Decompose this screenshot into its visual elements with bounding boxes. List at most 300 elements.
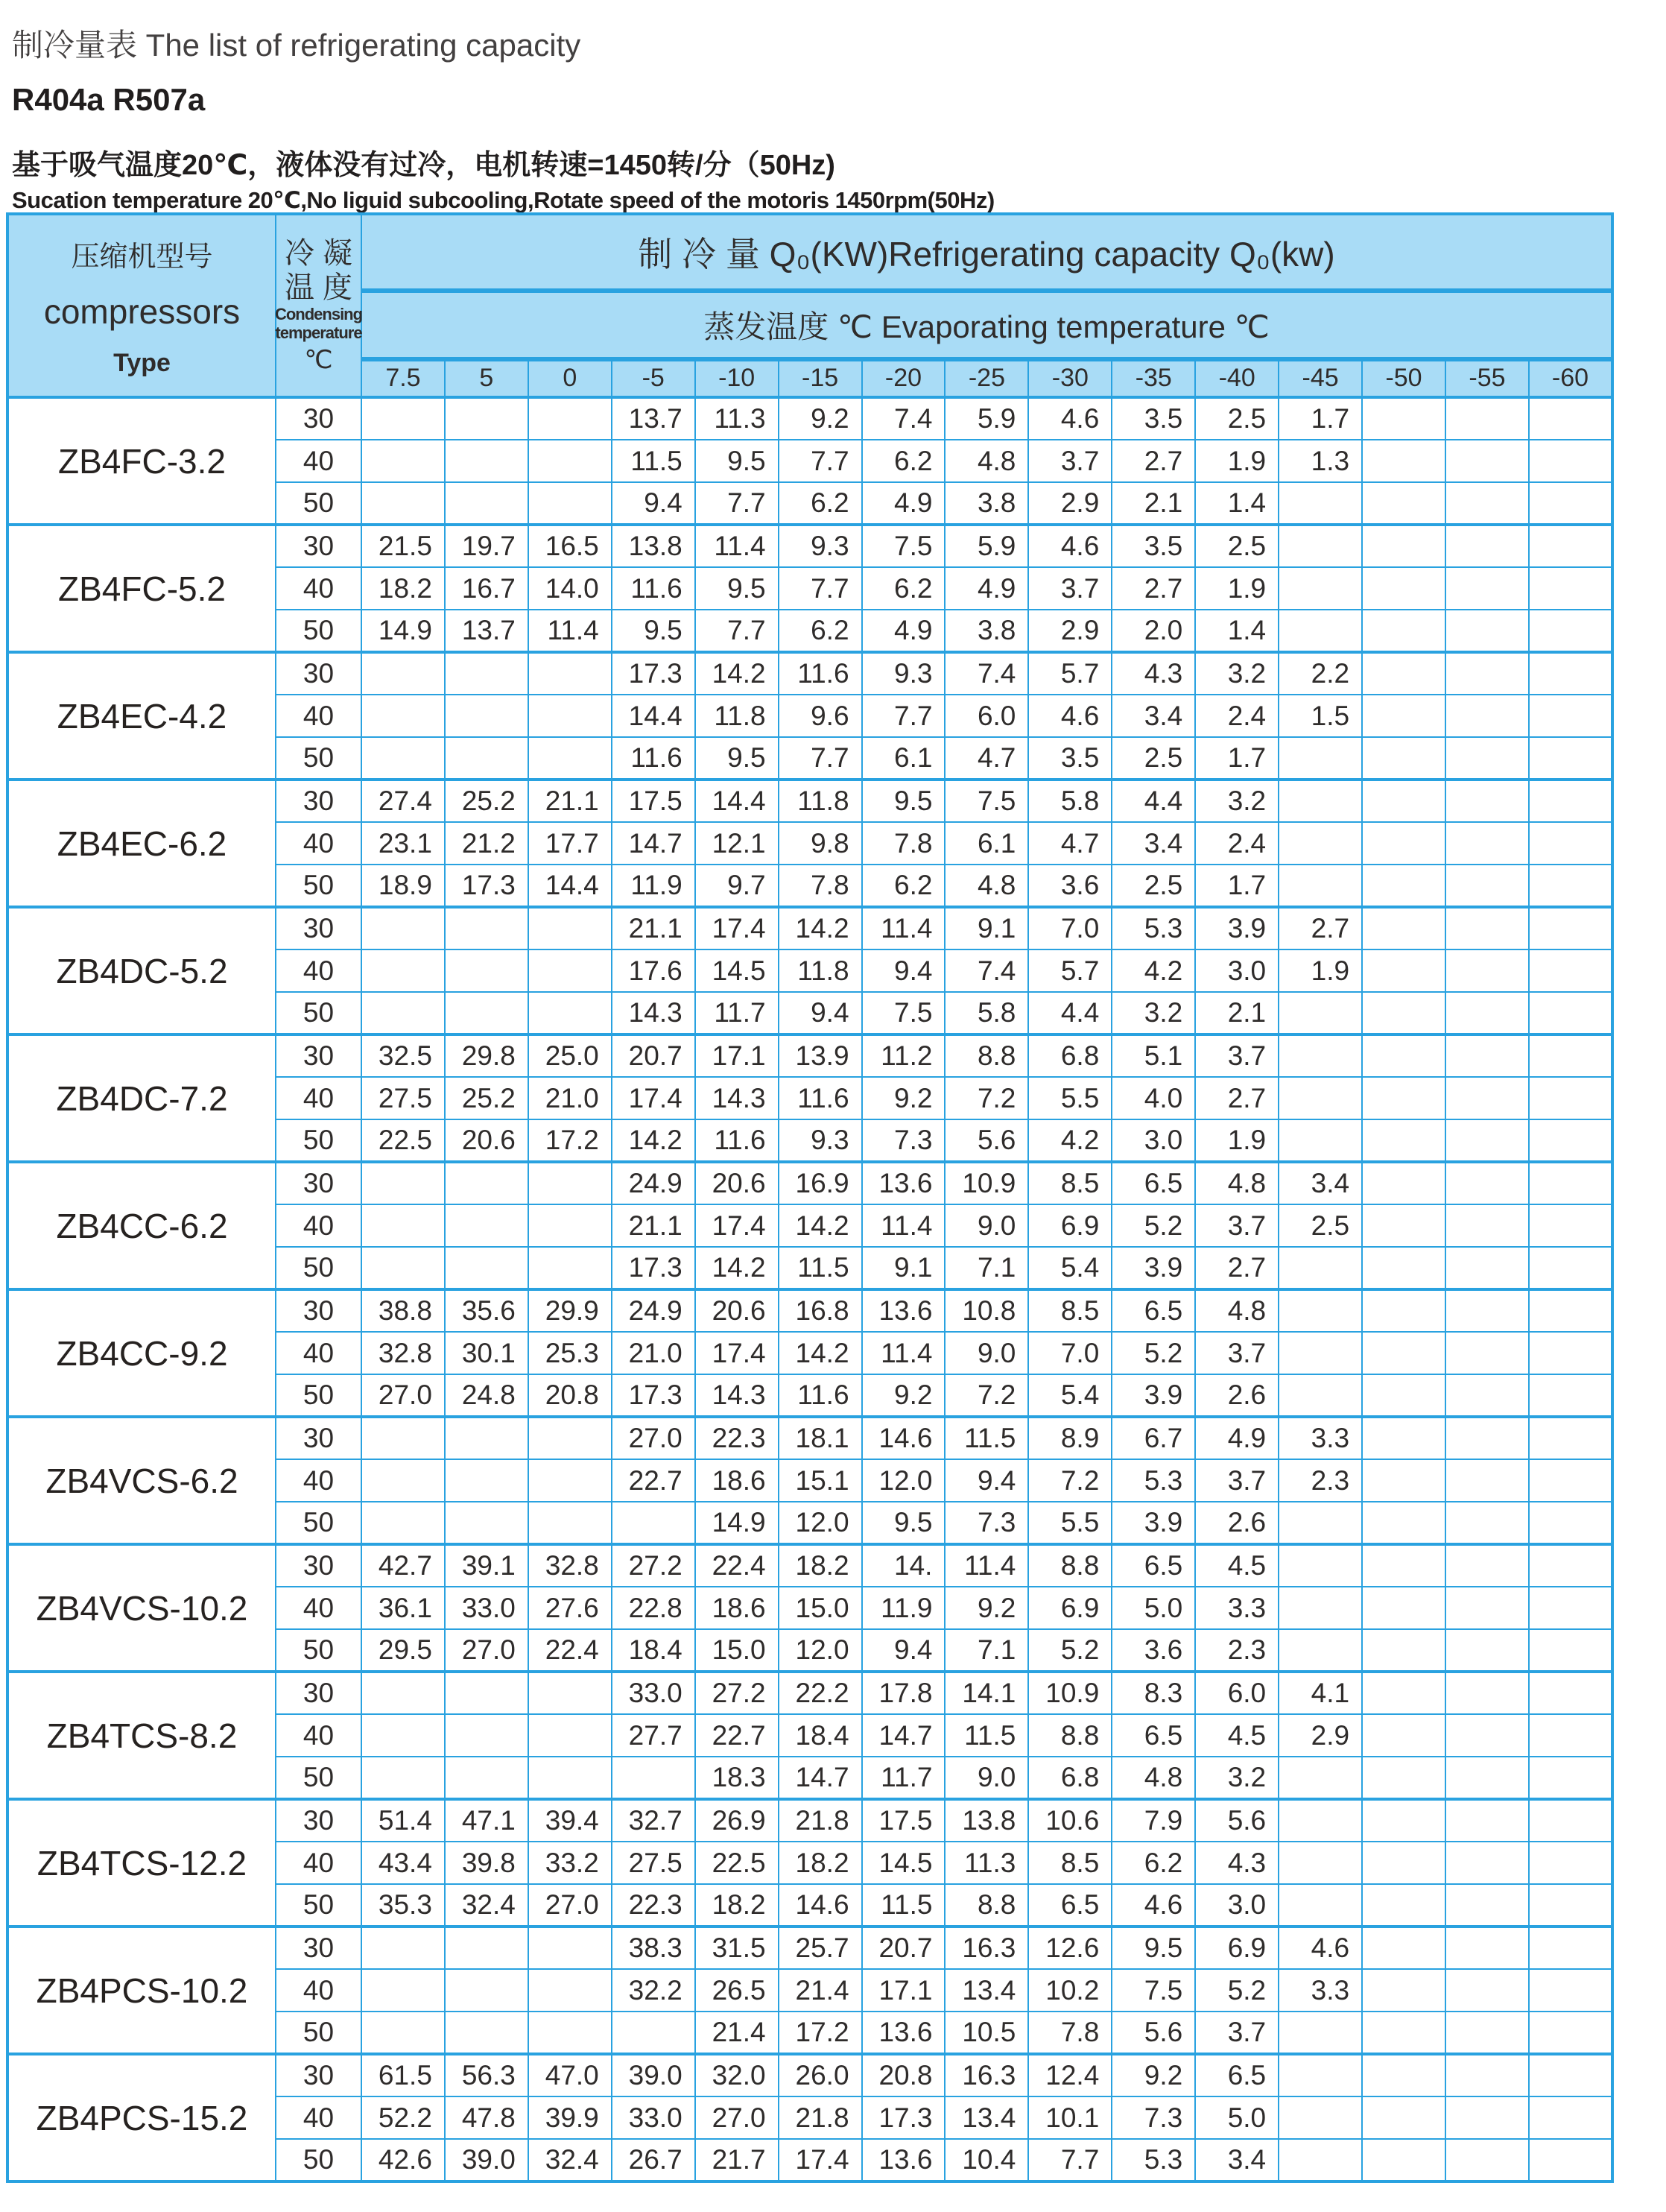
capacity-value-cell: 1.9 [1279,949,1362,992]
capacity-empty-cell [1362,695,1445,737]
capacity-empty-cell [445,482,528,525]
evap-temp-tick--5: -5 [612,359,695,397]
capacity-empty-cell [1529,1969,1612,2012]
model-group-ZB4TCS-8.2 [7,1672,1612,1799]
capacity-empty-cell [1279,865,1362,907]
capacity-value-cell: 20.7 [612,1034,695,1077]
capacity-value-cell: 5.0 [1195,2096,1279,2139]
capacity-row [7,1544,1612,1587]
capacity-empty-cell [1529,1374,1612,1417]
capacity-row [7,1162,1612,1204]
capacity-value-cell: 11.4 [528,610,612,652]
capacity-empty-cell [1445,1927,1529,1969]
capacity-value-cell: 11.4 [862,1204,946,1247]
capacity-empty-cell [1445,992,1529,1034]
refrigerating-capacity-table [6,212,1614,2183]
capacity-empty-cell [445,1927,528,1969]
capacity-value-cell: 11.5 [862,1884,946,1927]
capacity-empty-cell [1362,1799,1445,1842]
evap-temp-tick--50: -50 [1362,359,1445,397]
capacity-empty-cell [1362,2012,1445,2054]
capacity-empty-cell [1279,1034,1362,1077]
capacity-row [7,397,1612,440]
condensing-temp-cell: 30 [276,1289,361,1332]
capacity-empty-cell [1529,1927,1612,1969]
capacity-empty-cell [1362,567,1445,610]
capacity-value-cell: 2.6 [1195,1374,1279,1417]
capacity-empty-cell [1362,1969,1445,2012]
capacity-empty-cell [1279,1544,1362,1587]
capacity-value-cell: 24.9 [612,1162,695,1204]
capacity-value-cell: 3.6 [1112,1629,1195,1672]
capacity-value-cell: 18.3 [695,1757,779,1799]
capacity-empty-cell [528,1927,612,1969]
capacity-empty-cell [1529,1672,1612,1714]
capacity-empty-cell [1362,1629,1445,1672]
capacity-value-cell: 39.4 [528,1799,612,1842]
capacity-value-cell: 26.0 [779,2054,862,2096]
condensing-temp-header [276,214,361,397]
capacity-value-cell: 32.7 [612,1799,695,1842]
model-name: ZB4VCS-6.2 [7,1417,276,1544]
capacity-empty-cell [1362,907,1445,949]
condensing-temp-cell: 30 [276,2054,361,2096]
capacity-value-cell: 6.9 [1028,1204,1112,1247]
capacity-empty-cell [1445,1459,1529,1502]
capacity-empty-cell [445,1247,528,1289]
capacity-value-cell: 6.9 [1028,1587,1112,1629]
capacity-value-cell: 5.6 [945,1119,1028,1162]
capacity-row [7,1927,1612,1969]
capacity-empty-cell [361,1247,445,1289]
capacity-empty-cell [1362,2054,1445,2096]
capacity-empty-cell [1445,1544,1529,1587]
capacity-empty-cell [1279,1119,1362,1162]
compressor-type-header [7,214,276,397]
capacity-value-cell: 11.9 [612,865,695,907]
capacity-value-cell: 27.2 [695,1672,779,1714]
capacity-value-cell: 3.0 [1195,949,1279,992]
capacity-value-cell: 5.2 [1112,1332,1195,1374]
capacity-value-cell: 7.4 [945,652,1028,695]
capacity-value-cell: 13.4 [945,1969,1028,2012]
capacity-value-cell: 12.0 [779,1629,862,1672]
capacity-value-cell: 17.3 [612,1247,695,1289]
capacity-value-cell: 5.2 [1028,1629,1112,1672]
capacity-empty-cell [1362,780,1445,822]
capacity-empty-cell [1362,1034,1445,1077]
capacity-empty-cell [1279,2139,1362,2181]
capacity-value-cell: 1.7 [1195,865,1279,907]
capacity-value-cell: 18.2 [695,1884,779,1927]
capacity-value-cell: 5.1 [1112,1034,1195,1077]
capacity-value-cell: 8.5 [1028,1289,1112,1332]
capacity-value-cell: 1.9 [1195,440,1279,482]
model-group-ZB4CC-9.2 [7,1289,1612,1417]
capacity-value-cell: 4.6 [1028,397,1112,440]
capacity-value-cell: 4.0 [1112,1077,1195,1119]
capacity-empty-cell [528,397,612,440]
capacity-value-cell: 17.2 [528,1119,612,1162]
capacity-value-cell: 21.1 [528,780,612,822]
capacity-value-cell: 3.9 [1112,1374,1195,1417]
capacity-value-cell: 9.8 [779,822,862,865]
capacity-empty-cell [1362,737,1445,780]
capacity-value-cell: 3.9 [1195,907,1279,949]
capacity-value-cell: 2.0 [1112,610,1195,652]
capacity-value-cell: 19.7 [445,525,528,567]
capacity-value-cell: 39.1 [445,1544,528,1587]
capacity-empty-cell [1279,1757,1362,1799]
capacity-value-cell: 47.1 [445,1799,528,1842]
capacity-value-cell: 22.7 [695,1714,779,1757]
capacity-value-cell: 22.4 [528,1629,612,1672]
capacity-value-cell: 9.1 [862,1247,946,1289]
evap-temp-tick--15: -15 [779,359,862,397]
refrigerant-types: R404a R507a [12,82,206,117]
capacity-empty-cell [445,397,528,440]
evap-temp-tick-7.5: 7.5 [361,359,445,397]
capacity-value-cell: 8.8 [945,1884,1028,1927]
capacity-empty-cell [1529,440,1612,482]
capacity-value-cell: 7.3 [1112,2096,1195,2139]
capacity-value-cell: 5.9 [945,397,1028,440]
capacity-value-cell: 25.3 [528,1332,612,1374]
capacity-empty-cell [1445,1332,1529,1374]
capacity-row [7,525,1612,567]
model-name: ZB4FC-3.2 [7,397,276,525]
capacity-row [7,1672,1612,1714]
capacity-value-cell: 3.2 [1112,992,1195,1034]
capacity-empty-cell [445,1502,528,1544]
condensing-temp-cell: 40 [276,1204,361,1247]
capacity-empty-cell [1529,652,1612,695]
capacity-value-cell: 4.8 [945,865,1028,907]
model-name: ZB4TCS-12.2 [7,1799,276,1927]
capacity-empty-cell [1279,610,1362,652]
capacity-value-cell: 29.5 [361,1629,445,1672]
capacity-value-cell: 4.1 [1279,1672,1362,1714]
capacity-empty-cell [1362,822,1445,865]
capacity-value-cell: 17.1 [862,1969,946,2012]
capacity-value-cell: 14.4 [612,695,695,737]
capacity-value-cell: 20.6 [695,1162,779,1204]
capacity-empty-cell [1445,1842,1529,1884]
capacity-empty-cell [528,1417,612,1459]
capacity-empty-cell [528,1672,612,1714]
capacity-value-cell: 9.0 [945,1204,1028,1247]
capacity-value-cell: 24.8 [445,1374,528,1417]
capacity-value-cell: 17.5 [862,1799,946,1842]
capacity-value-cell: 9.0 [945,1757,1028,1799]
capacity-value-cell: 25.2 [445,1077,528,1119]
capacity-empty-cell [528,2012,612,2054]
capacity-value-cell: 3.9 [1112,1247,1195,1289]
capacity-value-cell: 12.4 [1028,2054,1112,2096]
capacity-value-cell: 29.9 [528,1289,612,1332]
condensing-header-zh2: 温 度 [284,271,353,305]
capacity-value-cell: 7.7 [862,695,946,737]
capacity-empty-cell [1362,525,1445,567]
capacity-empty-cell [1529,567,1612,610]
capacity-value-cell: 7.5 [862,525,946,567]
capacity-value-cell: 2.7 [1195,1247,1279,1289]
capacity-empty-cell [1362,992,1445,1034]
capacity-value-cell: 18.2 [779,1544,862,1587]
capacity-value-cell: 11.6 [695,1119,779,1162]
capacity-empty-cell [1445,1374,1529,1417]
capacity-value-cell: 32.4 [445,1884,528,1927]
capacity-value-cell: 7.8 [1028,2012,1112,2054]
capacity-value-cell: 17.8 [862,1672,946,1714]
capacity-row [7,1289,1612,1332]
capacity-empty-cell [1445,1417,1529,1459]
capacity-value-cell: 22.2 [779,1672,862,1714]
capacity-empty-cell [1362,1927,1445,1969]
capacity-value-cell: 7.8 [779,865,862,907]
condensing-temp-cell: 50 [276,482,361,525]
capacity-value-cell: 14.9 [361,610,445,652]
capacity-value-cell: 6.2 [862,440,946,482]
capacity-empty-cell [1445,1714,1529,1757]
capacity-empty-cell [1529,2012,1612,2054]
capacity-value-cell: 17.4 [695,1332,779,1374]
capacity-empty-cell [1362,2096,1445,2139]
capacity-empty-cell [528,1162,612,1204]
capacity-value-cell: 2.4 [1195,695,1279,737]
capacity-value-cell: 11.3 [945,1842,1028,1884]
capacity-empty-cell [1529,1289,1612,1332]
capacity-empty-cell [1445,2139,1529,2181]
capacity-empty-cell [1279,567,1362,610]
capacity-title-header: 制 冷 量 Q₀(KW)Refrigerating capacity Q₀(kw) [361,214,1612,291]
capacity-value-cell: 27.5 [361,1077,445,1119]
capacity-empty-cell [1529,865,1612,907]
capacity-value-cell: 13.8 [945,1799,1028,1842]
capacity-value-cell: 11.9 [862,1587,946,1629]
capacity-empty-cell [445,737,528,780]
condensing-temp-cell: 30 [276,1417,361,1459]
capacity-empty-cell [1529,1459,1612,1502]
capacity-value-cell: 2.5 [1195,525,1279,567]
capacity-value-cell: 5.7 [1028,949,1112,992]
capacity-value-cell: 7.2 [1028,1459,1112,1502]
capacity-empty-cell [1445,1799,1529,1842]
capacity-row [7,1799,1612,1842]
capacity-value-cell: 5.7 [1028,652,1112,695]
capacity-value-cell: 3.5 [1112,525,1195,567]
capacity-empty-cell [1279,780,1362,822]
capacity-empty-cell [1362,1374,1445,1417]
capacity-value-cell: 3.5 [1112,397,1195,440]
capacity-empty-cell [1529,1247,1612,1289]
capacity-value-cell: 9.0 [945,1332,1028,1374]
capacity-value-cell: 3.3 [1195,1587,1279,1629]
capacity-empty-cell [361,695,445,737]
condensing-temp-cell: 50 [276,1119,361,1162]
capacity-value-cell: 6.5 [1028,1884,1112,1927]
evap-temp-tick--25: -25 [945,359,1028,397]
condensing-temp-cell: 40 [276,2096,361,2139]
capacity-value-cell: 21.4 [695,2012,779,2054]
evap-temp-tick-0: 0 [528,359,612,397]
capacity-value-cell: 32.4 [528,2139,612,2181]
capacity-empty-cell [1445,737,1529,780]
capacity-value-cell: 13.6 [862,1289,946,1332]
capacity-value-cell: 7.2 [945,1077,1028,1119]
condensing-temp-cell: 30 [276,1927,361,1969]
model-name: ZB4DC-5.2 [7,907,276,1034]
capacity-value-cell: 11.7 [695,992,779,1034]
capacity-empty-cell [1445,1289,1529,1332]
capacity-empty-cell [1445,907,1529,949]
capacity-value-cell: 8.8 [945,1034,1028,1077]
capacity-empty-cell [1362,1587,1445,1629]
capacity-empty-cell [1279,1374,1362,1417]
capacity-empty-cell [1529,1799,1612,1842]
capacity-value-cell: 27.5 [612,1842,695,1884]
capacity-value-cell: 9.2 [1112,2054,1195,2096]
capacity-empty-cell [1445,695,1529,737]
capacity-value-cell: 11.3 [695,397,779,440]
capacity-value-cell: 9.4 [862,949,946,992]
capacity-empty-cell [1445,1502,1529,1544]
capacity-empty-cell [1362,1459,1445,1502]
capacity-value-cell: 7.5 [1112,1969,1195,2012]
model-group-ZB4DC-7.2 [7,1034,1612,1162]
capacity-value-cell: 12.0 [779,1502,862,1544]
capacity-empty-cell [1362,652,1445,695]
capacity-empty-cell [1279,482,1362,525]
capacity-empty-cell [528,949,612,992]
capacity-empty-cell [1529,949,1612,992]
capacity-value-cell: 8.3 [1112,1672,1195,1714]
capacity-value-cell: 43.4 [361,1842,445,1884]
capacity-value-cell: 27.0 [361,1374,445,1417]
capacity-value-cell: 6.5 [1195,2054,1279,2096]
condensing-temp-cell: 50 [276,1884,361,1927]
capacity-value-cell: 2.5 [1112,865,1195,907]
capacity-value-cell: 6.2 [1112,1842,1195,1884]
condensing-temp-cell: 50 [276,2139,361,2181]
condensing-temp-cell: 40 [276,1842,361,1884]
capacity-value-cell: 9.6 [779,695,862,737]
capacity-value-cell: 32.0 [695,2054,779,2096]
capacity-value-cell: 3.8 [945,610,1028,652]
condensing-temp-cell: 50 [276,610,361,652]
capacity-empty-cell [361,440,445,482]
capacity-empty-cell [1362,440,1445,482]
model-group-ZB4EC-4.2 [7,652,1612,780]
capacity-empty-cell [1279,822,1362,865]
model-name: ZB4PCS-10.2 [7,1927,276,2054]
capacity-value-cell: 3.4 [1112,822,1195,865]
condensing-temp-cell: 40 [276,1969,361,2012]
capacity-value-cell: 38.8 [361,1289,445,1332]
capacity-value-cell: 9.3 [779,525,862,567]
capacity-value-cell: 2.6 [1195,1502,1279,1544]
condensing-temp-cell: 40 [276,1332,361,1374]
condensing-temp-cell: 40 [276,695,361,737]
test-condition-zh: 基于吸气温度20℃，液体没有过冷，电机转速=1450转/分（50Hz) [12,150,835,181]
capacity-empty-cell [1529,397,1612,440]
capacity-empty-cell [1445,567,1529,610]
capacity-value-cell: 42.6 [361,2139,445,2181]
evap-temp-tick--60: -60 [1529,359,1612,397]
capacity-empty-cell [1279,1502,1362,1544]
capacity-value-cell: 21.0 [612,1332,695,1374]
capacity-value-cell: 32.2 [612,1969,695,2012]
capacity-value-cell: 2.7 [1195,1077,1279,1119]
capacity-value-cell: 2.4 [1195,822,1279,865]
capacity-empty-cell [445,1672,528,1714]
capacity-empty-cell [1279,2054,1362,2096]
capacity-empty-cell [528,1459,612,1502]
capacity-value-cell: 7.7 [695,610,779,652]
capacity-empty-cell [528,1247,612,1289]
capacity-value-cell: 9.5 [1112,1927,1195,1969]
capacity-value-cell: 13.7 [445,610,528,652]
capacity-value-cell: 9.2 [862,1374,946,1417]
capacity-value-cell: 14. [862,1544,946,1587]
capacity-value-cell: 16.3 [945,2054,1028,2096]
capacity-empty-cell [1445,397,1529,440]
capacity-empty-cell [528,737,612,780]
condensing-temp-cell: 40 [276,440,361,482]
capacity-value-cell: 2.7 [1279,907,1362,949]
capacity-value-cell: 27.0 [445,1629,528,1672]
capacity-value-cell: 3.7 [1195,1332,1279,1374]
evap-temp-tick-5: 5 [445,359,528,397]
capacity-value-cell: 17.4 [695,1204,779,1247]
condensing-temp-cell: 50 [276,2012,361,2054]
capacity-value-cell: 7.2 [945,1374,1028,1417]
capacity-value-cell: 7.1 [945,1629,1028,1672]
capacity-empty-cell [1362,1757,1445,1799]
capacity-value-cell: 11.8 [779,949,862,992]
capacity-value-cell: 3.6 [1028,865,1112,907]
capacity-empty-cell [445,1162,528,1204]
capacity-empty-cell [1529,1884,1612,1927]
capacity-value-cell: 3.3 [1279,1969,1362,2012]
capacity-value-cell: 11.6 [612,737,695,780]
capacity-value-cell: 22.8 [612,1587,695,1629]
capacity-value-cell: 4.5 [1195,1714,1279,1757]
capacity-value-cell: 14.7 [862,1714,946,1757]
capacity-empty-cell [528,1502,612,1544]
capacity-value-cell: 4.9 [862,610,946,652]
condensing-temp-cell: 40 [276,1587,361,1629]
capacity-value-cell: 14.5 [862,1842,946,1884]
model-name: ZB4TCS-8.2 [7,1672,276,1799]
capacity-value-cell: 17.3 [862,2096,946,2139]
capacity-value-cell: 2.2 [1279,652,1362,695]
condensing-temp-cell: 50 [276,992,361,1034]
model-group-ZB4CC-6.2 [7,1162,1612,1289]
condensing-temp-cell: 40 [276,1459,361,1502]
capacity-value-cell: 9.1 [945,907,1028,949]
capacity-value-cell: 25.7 [779,1927,862,1969]
capacity-empty-cell [361,1969,445,2012]
condensing-temp-cell: 30 [276,1799,361,1842]
capacity-value-cell: 6.9 [1195,1927,1279,1969]
capacity-value-cell: 26.7 [612,2139,695,2181]
capacity-empty-cell [1529,780,1612,822]
capacity-value-cell: 3.3 [1279,1417,1362,1459]
capacity-empty-cell [361,992,445,1034]
capacity-empty-cell [1279,1587,1362,1629]
capacity-empty-cell [445,1417,528,1459]
